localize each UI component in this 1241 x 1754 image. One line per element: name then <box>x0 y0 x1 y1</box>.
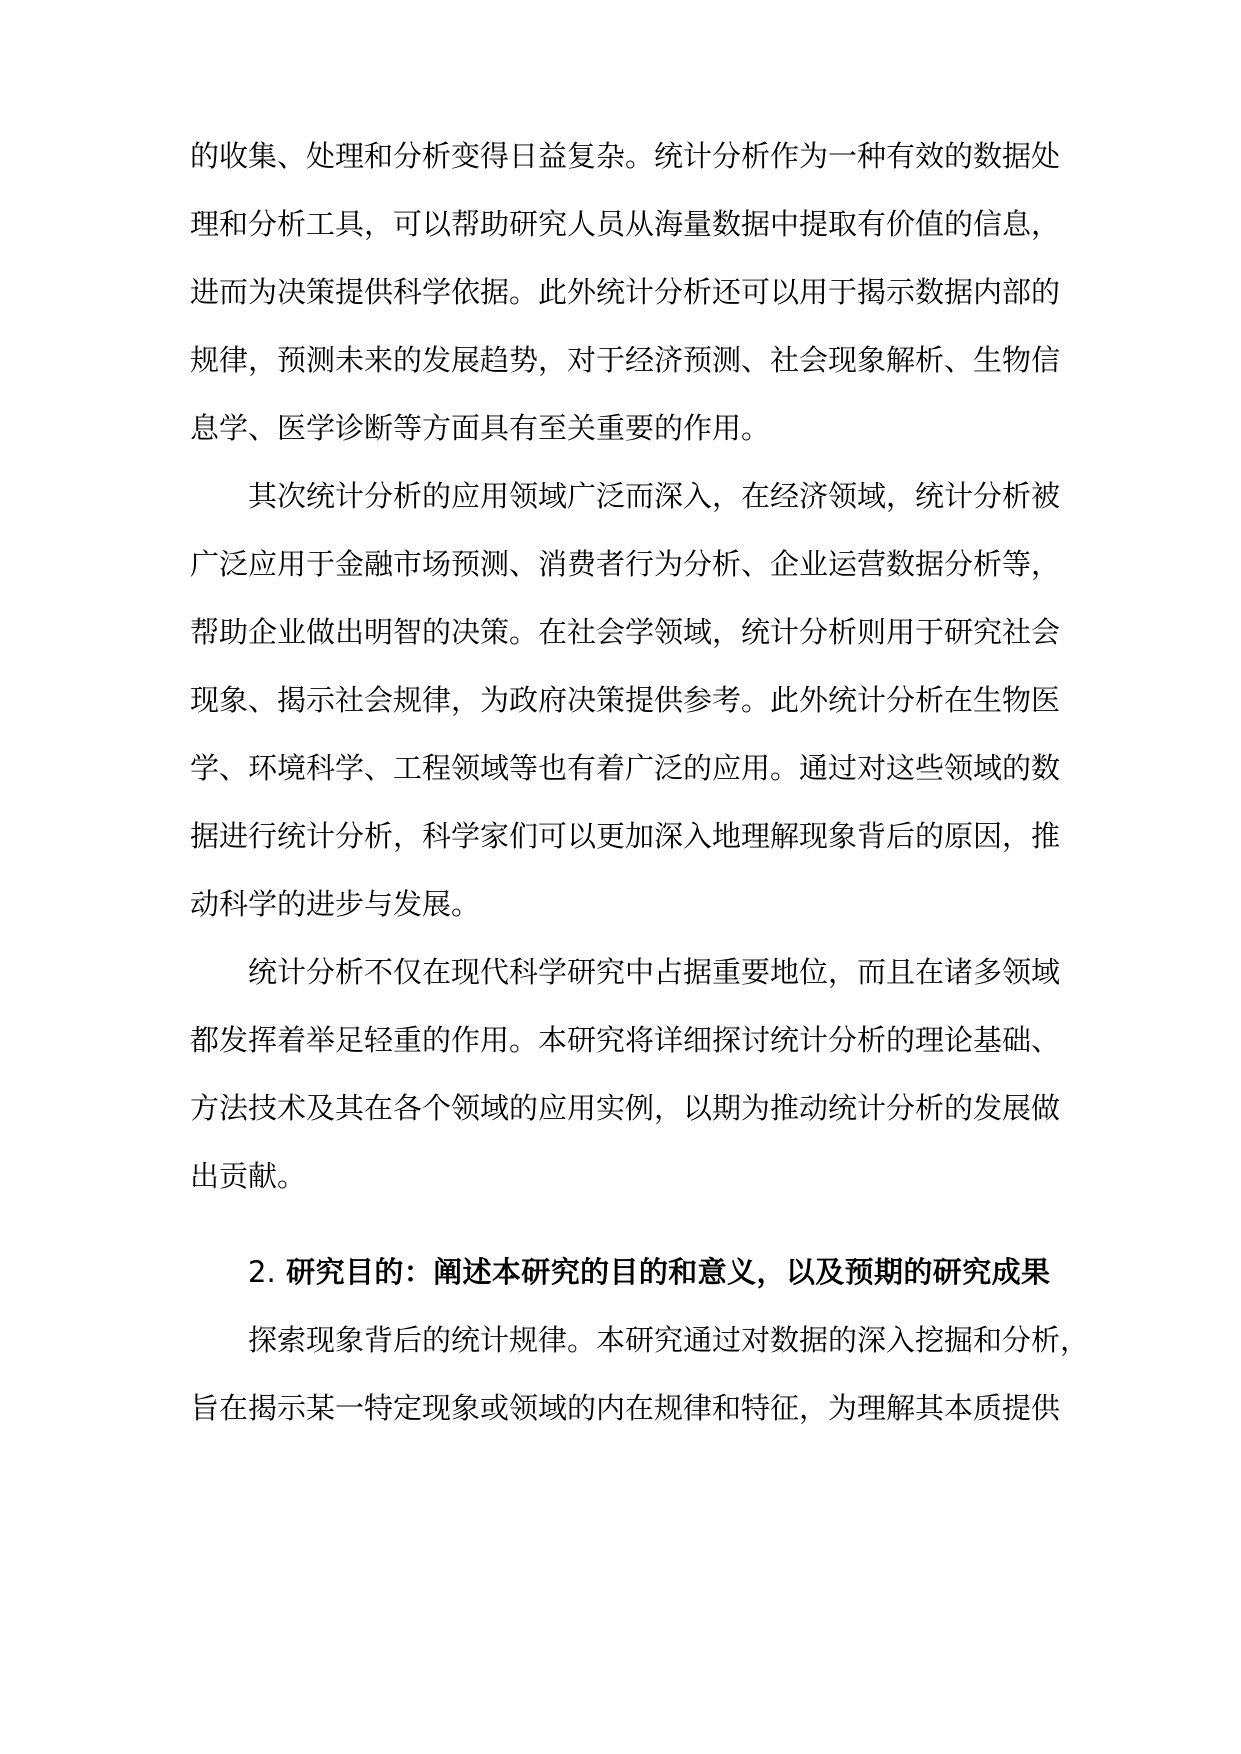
section-paragraph-line-2: 旨在揭示某一特定现象或领域的内在规律和特征，为理解其本质提供 <box>190 1391 1061 1425</box>
paragraph-1-line-1: 的收集、处理和分析变得日益复杂。统计分析作为一种有效的数据处 <box>190 139 1061 173</box>
paragraph-1-line-3: 进而为决策提供科学依据。此外统计分析还可以用于揭示数据内部的 <box>190 275 1061 309</box>
paragraph-2-line-2: 广泛应用于金融市场预测、消费者行为分析、企业运营数据分析等， <box>190 547 1061 581</box>
paragraph-1-line-5: 息学、医学诊断等方面具有至关重要的作用。 <box>190 411 771 445</box>
paragraph-2-line-6: 据进行统计分析，科学家们可以更加深入地理解现象背后的原因，推 <box>190 819 1061 853</box>
paragraph-3-line-1: 统计分析不仅在现代科学研究中占据重要地位，而且在诸多领域 <box>248 955 1061 989</box>
paragraph-3-line-4: 出贡献。 <box>190 1159 307 1193</box>
paragraph-1-line-2: 理和分析工具，可以帮助研究人员从海量数据中提取有价值的信息， <box>190 207 1061 241</box>
paragraph-1-line-4: 规律，预测未来的发展趋势，对于经济预测、社会现象解析、生物信 <box>190 343 1061 377</box>
paragraph-2-line-4: 现象、揭示社会规律，为政府决策提供参考。此外统计分析在生物医 <box>190 683 1061 717</box>
paragraph-2-line-7: 动科学的进步与发展。 <box>190 887 481 921</box>
paragraph-3-line-2: 都发挥着举足轻重的作用。本研究将详细探讨统计分析的理论基础、 <box>190 1023 1061 1057</box>
paragraph-2-line-3: 帮助企业做出明智的决策。在社会学领域，统计分析则用于研究社会 <box>190 615 1061 649</box>
section-paragraph-line-1: 探索现象背后的统计规律。本研究通过对数据的深入挖掘和分析， <box>248 1323 1090 1357</box>
paragraph-2-line-1: 其次统计分析的应用领域广泛而深入，在经济领域，统计分析被 <box>248 479 1061 513</box>
section-number: 2. <box>248 1255 276 1289</box>
section-title: 研究目的：阐述本研究的目的和意义，以及预期的研究成果 <box>286 1255 1050 1289</box>
paragraph-2-line-5: 学、环境科学、工程领域等也有着广泛的应用。通过对这些领域的数 <box>190 751 1061 785</box>
paragraph-3-line-3: 方法技术及其在各个领域的应用实例，以期为推动统计分析的发展做 <box>190 1091 1061 1125</box>
section-heading <box>248 1252 1050 1292</box>
